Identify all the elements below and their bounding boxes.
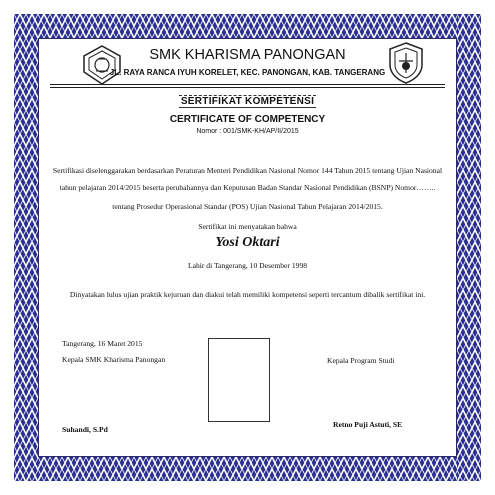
border-left <box>14 14 38 481</box>
body-line-1: Sertifikasi diselenggarakan berdasarkan Peraturan Menteri Pendidikan Nasional Nomor 144 Tahun 2015 tentang Ujian Nasional <box>52 166 443 175</box>
body-line-2: tahun pelajaran 2014/2015 beserta perubahannya dan Keputusan Badan Standar Nasional Pendidikan (BSNP) Nomor…….. <box>59 183 436 192</box>
school-address: JL. RAYA RANCA IYUH KORELET, KEC. PANONGAN, KAB. TANGERANG <box>109 68 386 77</box>
certificate-title-indonesian: SERTIFIKAT KOMPETENSI <box>180 96 315 107</box>
place-date: Tangerang, 16 Maret 2015 <box>62 339 143 348</box>
header-rule-bottom <box>50 87 445 88</box>
border-bottom <box>14 457 481 481</box>
header-rule-top <box>50 84 445 85</box>
left-signatory-title: Kepala SMK Kharisma Panongan <box>62 355 166 364</box>
border-right <box>457 14 481 481</box>
school-name: SMK KHARISMA PANONGAN <box>149 47 346 63</box>
certificate-number: Nomor : 001/SMK-KH/AP/II/2015 <box>196 128 299 135</box>
border-top <box>14 14 481 38</box>
body-line-3: tentang Prosedur Operasional Standar (POS) Ujian Nasional Tahun Pelajaran 2014/2015. <box>112 202 383 211</box>
photo-placeholder <box>208 338 270 422</box>
right-signatory-name: Retno Puji Astuti, SE <box>333 420 403 429</box>
certificate-title-english: CERTIFICATE OF COMPETENCY <box>169 114 326 125</box>
recipient-name: Yosi Oktari <box>215 235 280 250</box>
declaration-text: Dinyatakan lulus ujian praktik kejuruan dan diakui telah memiliki kompetensi seperti tercantum dibalik sertifikat ini. <box>69 290 426 299</box>
right-signatory-title: Kepala Program Studi <box>327 356 395 365</box>
statement-text: Sertifikat ini menyatakan bahwa <box>198 222 297 231</box>
left-signatory-name: Suhandi, S.Pd <box>62 425 108 434</box>
birth-info: Lahir di Tangerang, 10 Desember 1998 <box>187 261 308 270</box>
